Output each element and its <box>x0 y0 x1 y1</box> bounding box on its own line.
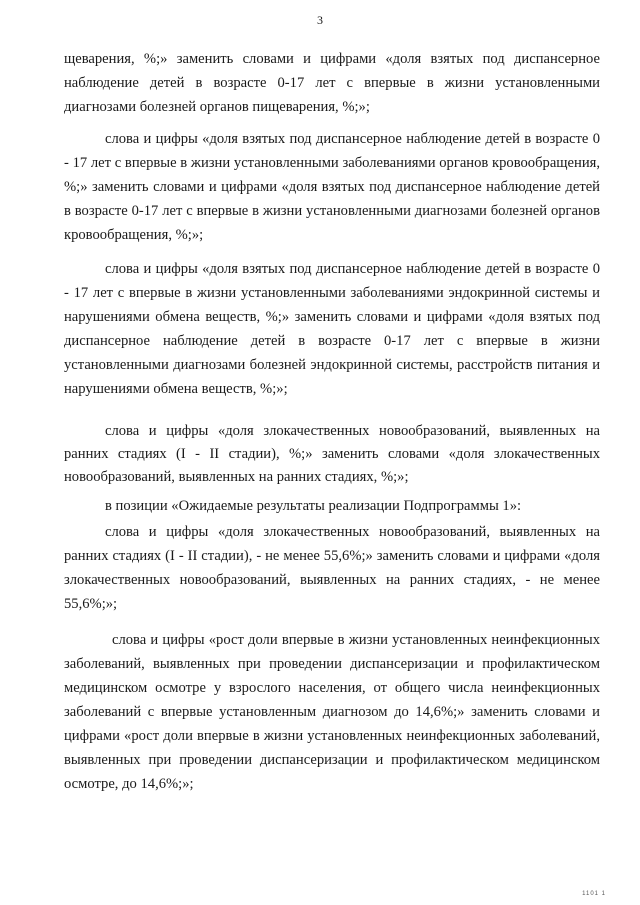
page-number: 3 <box>317 13 323 27</box>
paragraph-7: слова и цифры «рост доли впервые в жизни установленных неинфекционных заболеваний, выявленных при проведении диспансеризации и профилактическом медицинском осмотре у взрослого населения, от общего числа неинфекционных заболеваний с впервые установленным диагнозом до 14,6%;» заменить словами и цифрами «рост доли впервые в жизни установленных неинфекционных заболеваний, выявленных при проведении диспансеризации и профилактическом медицинском осмотре, до 14,6%;»; <box>64 632 600 792</box>
paragraph-4: слова и цифры «доля злокачественных новообразований, выявленных на ранних стадиях (I - II стадии), %;» заменить словами «доля злокачественных новообразований, выявленных на ранних стадиях, %;»; <box>64 423 600 485</box>
paragraph-1: щеварения, %;» заменить словами и цифрами «доля взятых под диспансерное наблюдение детей в возрасте 0-17 лет с впервые в жизни установленными диагнозами болезней органов пищеварения, %;»; <box>64 51 600 115</box>
paragraph-6: слова и цифры «доля злокачественных новообразований, выявленных на ранних стадиях (I - II стадии), - не менее 55,6%;» заменить словами и цифрами «доля злокачественных новообразований, выявленных на ранних стадиях, - не менее 55,6%;»; <box>64 524 600 612</box>
footer-mark: 1101 1 <box>582 891 606 897</box>
paragraph-2: слова и цифры «доля взятых под диспансерное наблюдение детей в возрасте 0 - 17 лет с впервые в жизни установленными заболеваниями органов кровообращения, %;» заменить словами и цифрами «доля взятых под диспансерное наблюдение детей в возрасте 0-17 лет с впервые в жизни установленными диагнозами болезней органов кровообращения, %;»; <box>64 131 600 243</box>
paragraph-3: слова и цифры «доля взятых под диспансерное наблюдение детей в возрасте 0 - 17 лет с впервые в жизни установленными заболеваниями эндокринной системы и нарушениями обмена веществ, %;» заменить словами и цифрами «доля взятых под диспансерное наблюдение детей в возрасте 0-17 лет с впервые в жизни установленными диагнозами болезней эндокринной системы, расстройств питания и нарушениями обмена веществ, %;»; <box>64 261 600 397</box>
paragraph-5: в позиции «Ожидаемые результаты реализации Подпрограммы 1»: <box>105 498 522 514</box>
